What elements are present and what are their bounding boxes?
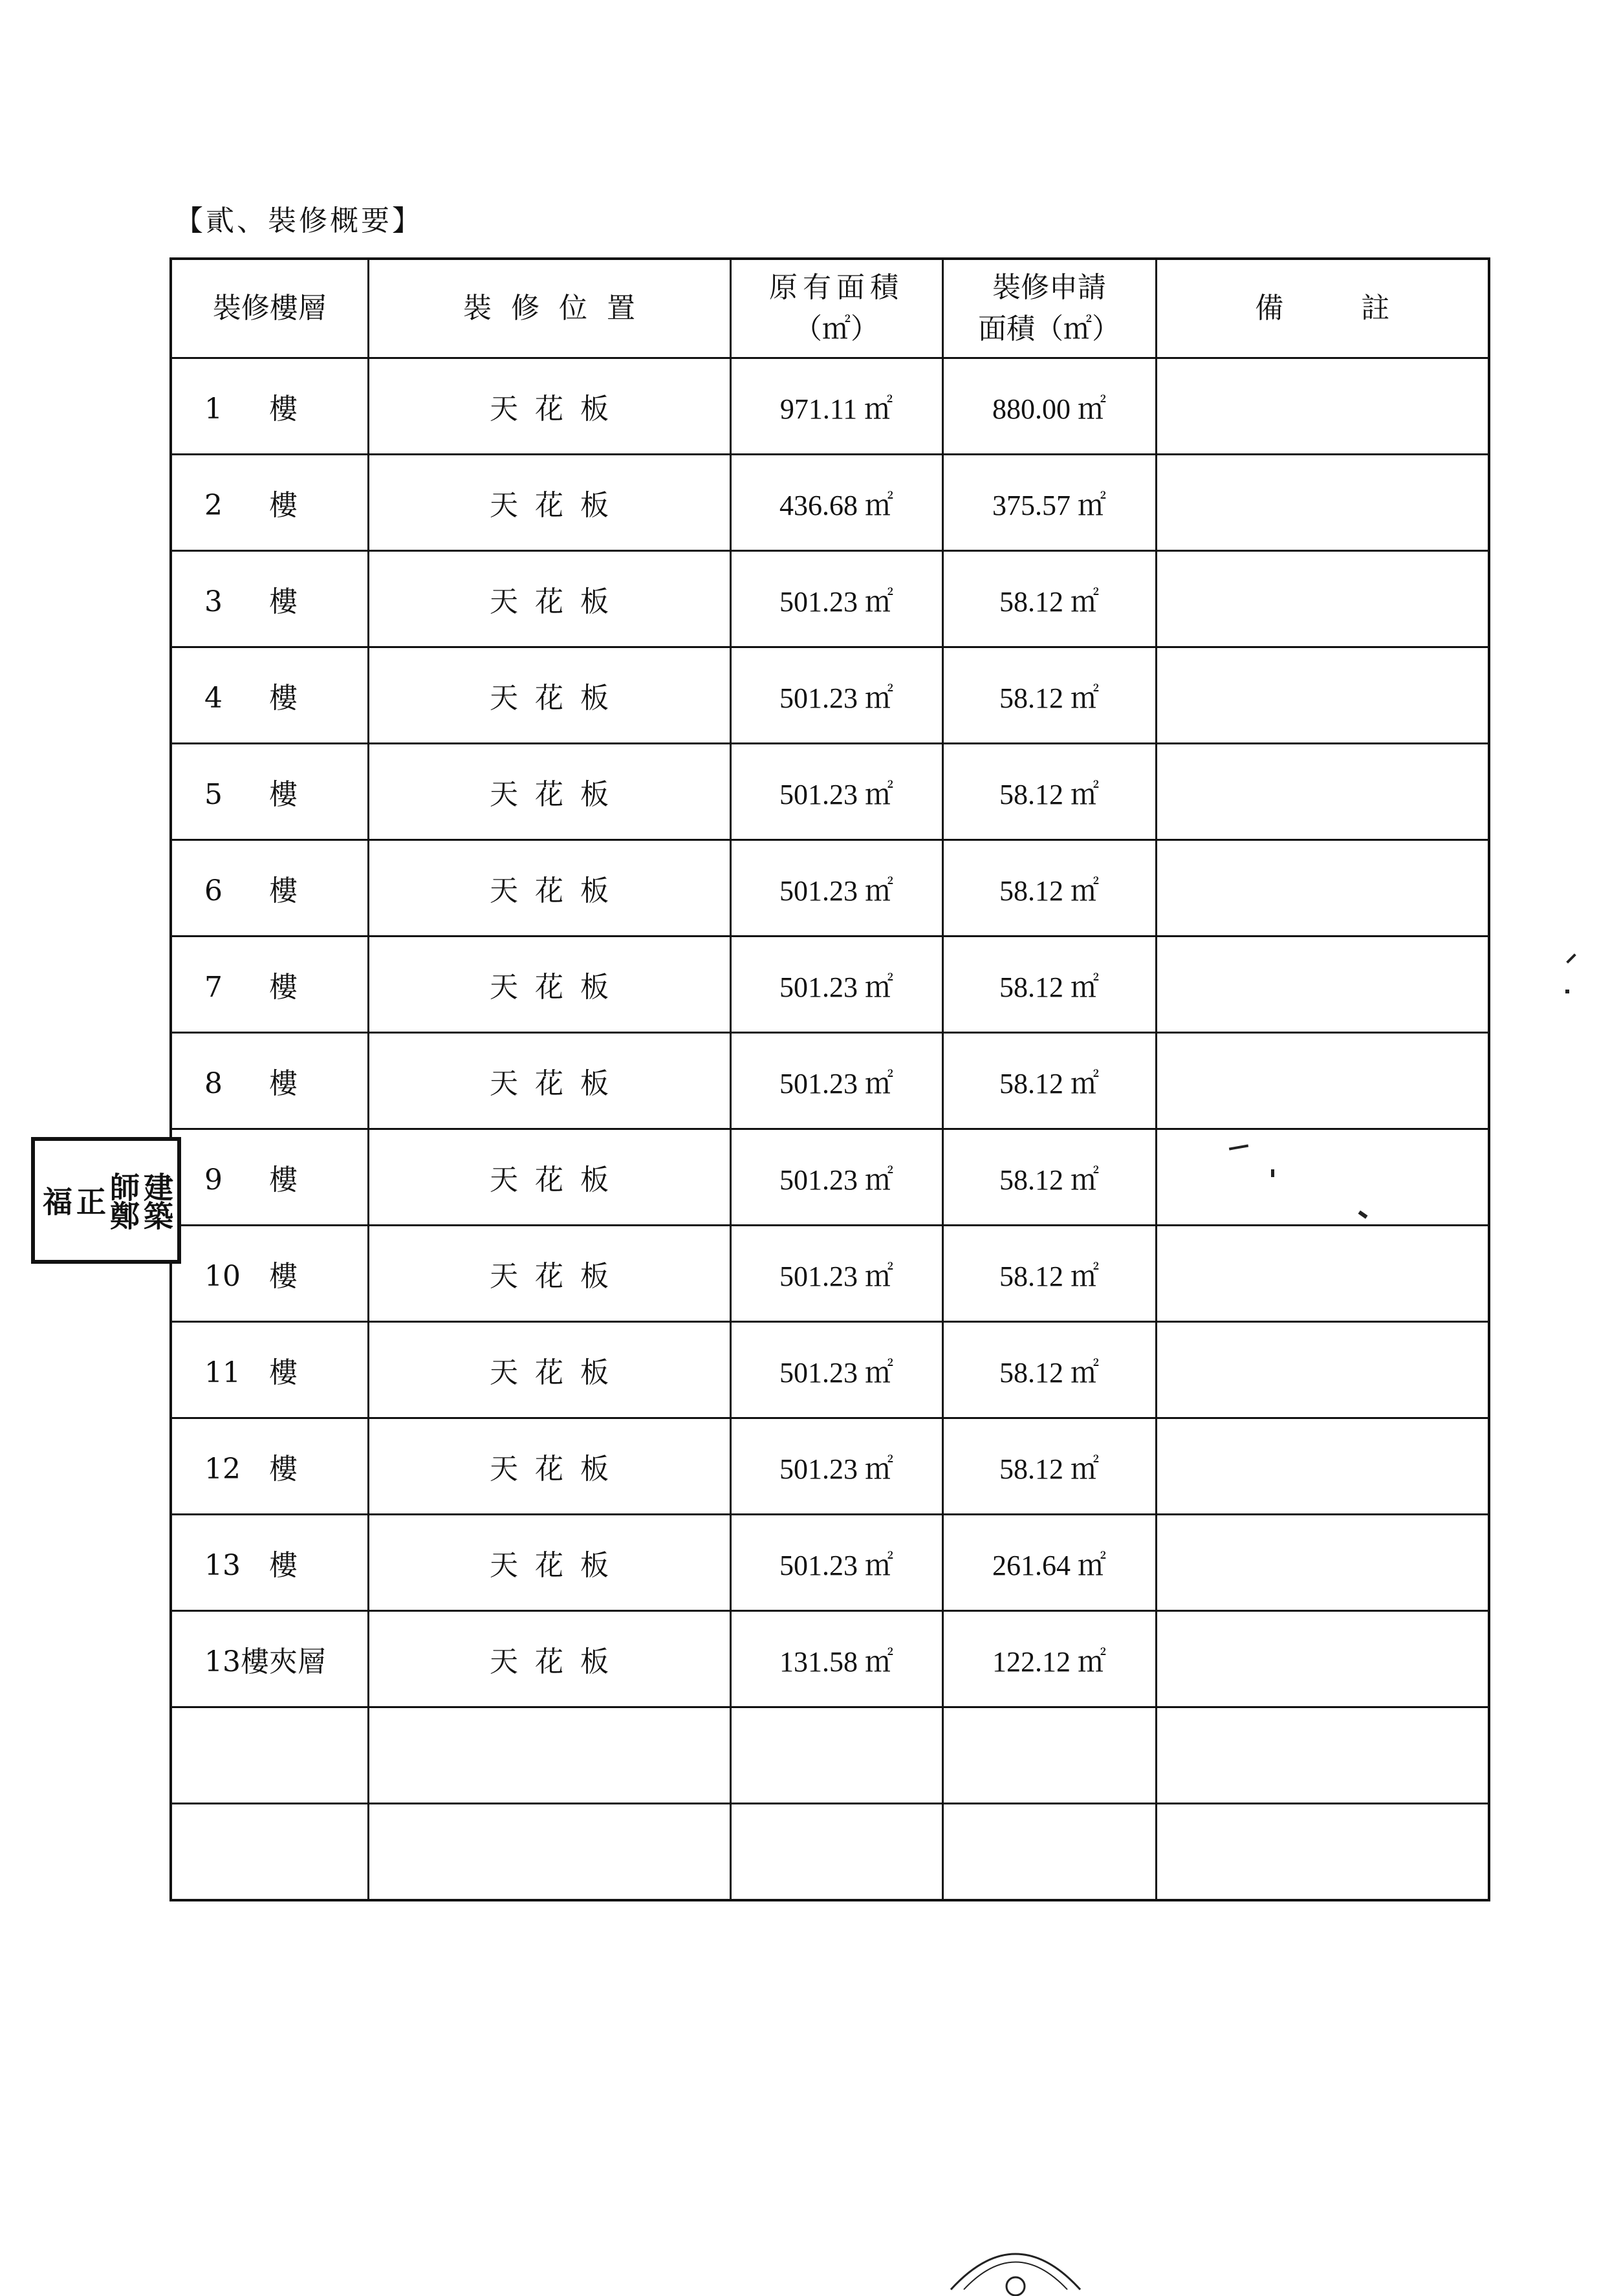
table-row — [171, 1707, 1489, 1804]
floor-number: 9 — [204, 1164, 223, 1197]
cell-original-area: 501.23 ㎡ — [730, 1226, 942, 1322]
cell-remarks — [1156, 358, 1489, 455]
table-row — [171, 1611, 1489, 1707]
floor-label: 樓 — [269, 971, 298, 1004]
cell-position: 天花板 — [368, 1515, 730, 1611]
floor-number: 12 — [204, 1453, 241, 1486]
cell-remarks — [1156, 1129, 1489, 1226]
section-title: 【貳、裝修概要】 — [175, 204, 423, 237]
cell-original-area: 501.23 ㎡ — [730, 1515, 942, 1611]
cell-floor — [171, 1418, 368, 1515]
cell-original-area: 501.23 ㎡ — [730, 937, 942, 1033]
cell-floor — [171, 455, 368, 551]
table-body — [171, 358, 1489, 1901]
scan-speck — [1271, 1169, 1274, 1177]
floor-number: 10 — [204, 1260, 241, 1293]
cell-remarks — [1156, 937, 1489, 1033]
table-row — [171, 1515, 1489, 1611]
header-position: 裝修位置 — [368, 259, 730, 358]
cell-original-area — [730, 1707, 942, 1804]
renovation-summary-table — [169, 257, 1490, 1901]
table-row — [171, 647, 1489, 744]
cell-applied-area — [942, 1804, 1156, 1901]
cell-position: 天花板 — [368, 1129, 730, 1226]
cell-remarks — [1156, 1515, 1489, 1611]
table-row — [171, 358, 1489, 455]
floor-label: 樓夾層 — [241, 1645, 326, 1678]
cell-applied-area: 58.12 ㎡ — [942, 840, 1156, 937]
header-applied-area-unit: 面積（㎡） — [978, 312, 1120, 345]
cell-original-area: 501.23 ㎡ — [730, 1129, 942, 1226]
floor-label: 樓 — [269, 1356, 298, 1389]
cell-remarks — [1156, 1322, 1489, 1418]
cell-applied-area: 58.12 ㎡ — [942, 551, 1156, 647]
floor-label: 樓 — [269, 1164, 298, 1197]
table-row — [171, 551, 1489, 647]
cell-position: 天花板 — [368, 1033, 730, 1129]
cell-original-area: 131.58 ㎡ — [730, 1611, 942, 1707]
floor-number: 11 — [204, 1356, 241, 1389]
header-applied-area — [942, 259, 1156, 358]
cell-applied-area: 58.12 ㎡ — [942, 1033, 1156, 1129]
cell-applied-area: 58.12 ㎡ — [942, 937, 1156, 1033]
cell-original-area: 971.11 ㎡ — [730, 358, 942, 455]
cell-original-area: 501.23 ㎡ — [730, 1322, 942, 1418]
header-original-area — [730, 259, 942, 358]
floor-label: 樓 — [269, 1549, 298, 1582]
cell-remarks — [1156, 744, 1489, 840]
floor-label: 樓 — [269, 874, 298, 907]
header-floor: 裝修樓層 — [171, 259, 368, 358]
stamp-text-col-4: 福 — [38, 1186, 73, 1215]
floor-label: 樓 — [269, 682, 298, 715]
cell-remarks — [1156, 1033, 1489, 1129]
cell-floor — [171, 647, 368, 744]
floor-label: 樓 — [269, 1067, 298, 1100]
cell-applied-area: 261.64 ㎡ — [942, 1515, 1156, 1611]
cell-remarks — [1156, 840, 1489, 937]
cell-applied-area: 122.12 ㎡ — [942, 1611, 1156, 1707]
cell-floor — [171, 1515, 368, 1611]
table-row — [171, 937, 1489, 1033]
cell-floor — [171, 744, 368, 840]
floor-number: 2 — [204, 489, 223, 522]
cell-position: 天花板 — [368, 551, 730, 647]
scan-speck — [1565, 990, 1569, 993]
cell-position: 天花板 — [368, 744, 730, 840]
cell-floor — [171, 1804, 368, 1901]
cell-original-area: 501.23 ㎡ — [730, 647, 942, 744]
cell-original-area: 436.68 ㎡ — [730, 455, 942, 551]
cell-floor — [171, 1226, 368, 1322]
header-remarks: 備註 — [1156, 259, 1489, 358]
cell-remarks — [1156, 1226, 1489, 1322]
cell-remarks — [1156, 1611, 1489, 1707]
cell-floor — [171, 1611, 368, 1707]
table-row — [171, 1226, 1489, 1322]
architect-seal-stamp — [31, 1137, 181, 1264]
cell-applied-area: 375.57 ㎡ — [942, 455, 1156, 551]
floor-number: 1 — [204, 393, 223, 426]
cell-position — [368, 1804, 730, 1901]
table-row — [171, 455, 1489, 551]
floor-label: 樓 — [269, 489, 298, 522]
floor-label: 樓 — [269, 1453, 298, 1486]
cell-floor — [171, 937, 368, 1033]
floor-label: 樓 — [269, 393, 298, 426]
table-header-row — [171, 259, 1489, 358]
scan-speck — [1566, 953, 1576, 964]
cell-remarks — [1156, 551, 1489, 647]
floor-label: 樓 — [269, 585, 298, 618]
header-original-area-label: 原有面積 — [769, 271, 904, 305]
stamp-text-col-2: 師鄭 — [105, 1172, 140, 1229]
floor-label: 樓 — [269, 1260, 298, 1293]
cell-position: 天花板 — [368, 455, 730, 551]
floor-number: 13 — [204, 1549, 241, 1582]
cell-position: 天花板 — [368, 647, 730, 744]
table-row — [171, 744, 1489, 840]
floor-number: 6 — [204, 874, 223, 907]
cell-applied-area: 880.00 ㎡ — [942, 358, 1156, 455]
cell-original-area — [730, 1804, 942, 1901]
stamp-text-col-3: 正 — [72, 1186, 107, 1215]
header-original-area-unit: （㎡） — [794, 312, 879, 345]
floor-number: 3 — [204, 585, 223, 618]
table-row — [171, 1418, 1489, 1515]
cell-remarks — [1156, 455, 1489, 551]
cell-original-area: 501.23 ㎡ — [730, 840, 942, 937]
floor-number: 5 — [204, 778, 223, 811]
cell-applied-area: 58.12 ㎡ — [942, 1226, 1156, 1322]
cell-remarks — [1156, 1418, 1489, 1515]
partial-page-seal-icon — [944, 2225, 1087, 2296]
cell-position: 天花板 — [368, 1226, 730, 1322]
cell-position: 天花板 — [368, 1418, 730, 1515]
cell-position: 天花板 — [368, 937, 730, 1033]
cell-floor — [171, 1707, 368, 1804]
cell-position: 天花板 — [368, 1611, 730, 1707]
cell-applied-area: 58.12 ㎡ — [942, 1418, 1156, 1515]
cell-floor — [171, 358, 368, 455]
cell-floor — [171, 1322, 368, 1418]
cell-original-area: 501.23 ㎡ — [730, 551, 942, 647]
cell-applied-area — [942, 1707, 1156, 1804]
table-row — [171, 840, 1489, 937]
floor-number: 13 — [204, 1645, 241, 1678]
cell-applied-area: 58.12 ㎡ — [942, 1129, 1156, 1226]
cell-floor — [171, 551, 368, 647]
cell-applied-area: 58.12 ㎡ — [942, 744, 1156, 840]
cell-position: 天花板 — [368, 840, 730, 937]
floor-number: 7 — [204, 971, 223, 1004]
cell-applied-area: 58.12 ㎡ — [942, 1322, 1156, 1418]
cell-position: 天花板 — [368, 1322, 730, 1418]
cell-remarks — [1156, 1707, 1489, 1804]
cell-floor — [171, 840, 368, 937]
cell-applied-area: 58.12 ㎡ — [942, 647, 1156, 744]
cell-original-area: 501.23 ㎡ — [730, 1033, 942, 1129]
cell-position — [368, 1707, 730, 1804]
table-row — [171, 1129, 1489, 1226]
cell-position: 天花板 — [368, 358, 730, 455]
floor-label: 樓 — [269, 778, 298, 811]
cell-floor — [171, 1033, 368, 1129]
table-row — [171, 1033, 1489, 1129]
cell-remarks — [1156, 647, 1489, 744]
cell-original-area: 501.23 ㎡ — [730, 1418, 942, 1515]
cell-floor — [171, 1129, 368, 1226]
stamp-text-col-1: 建築 — [139, 1172, 174, 1229]
table-row — [171, 1322, 1489, 1418]
renovation-summary-table-wrap — [169, 257, 1488, 1901]
cell-remarks — [1156, 1804, 1489, 1901]
floor-number: 4 — [204, 682, 223, 715]
table-row — [171, 1804, 1489, 1901]
floor-number: 8 — [204, 1067, 223, 1100]
cell-original-area: 501.23 ㎡ — [730, 744, 942, 840]
header-applied-area-label: 裝修申請 — [992, 271, 1106, 305]
